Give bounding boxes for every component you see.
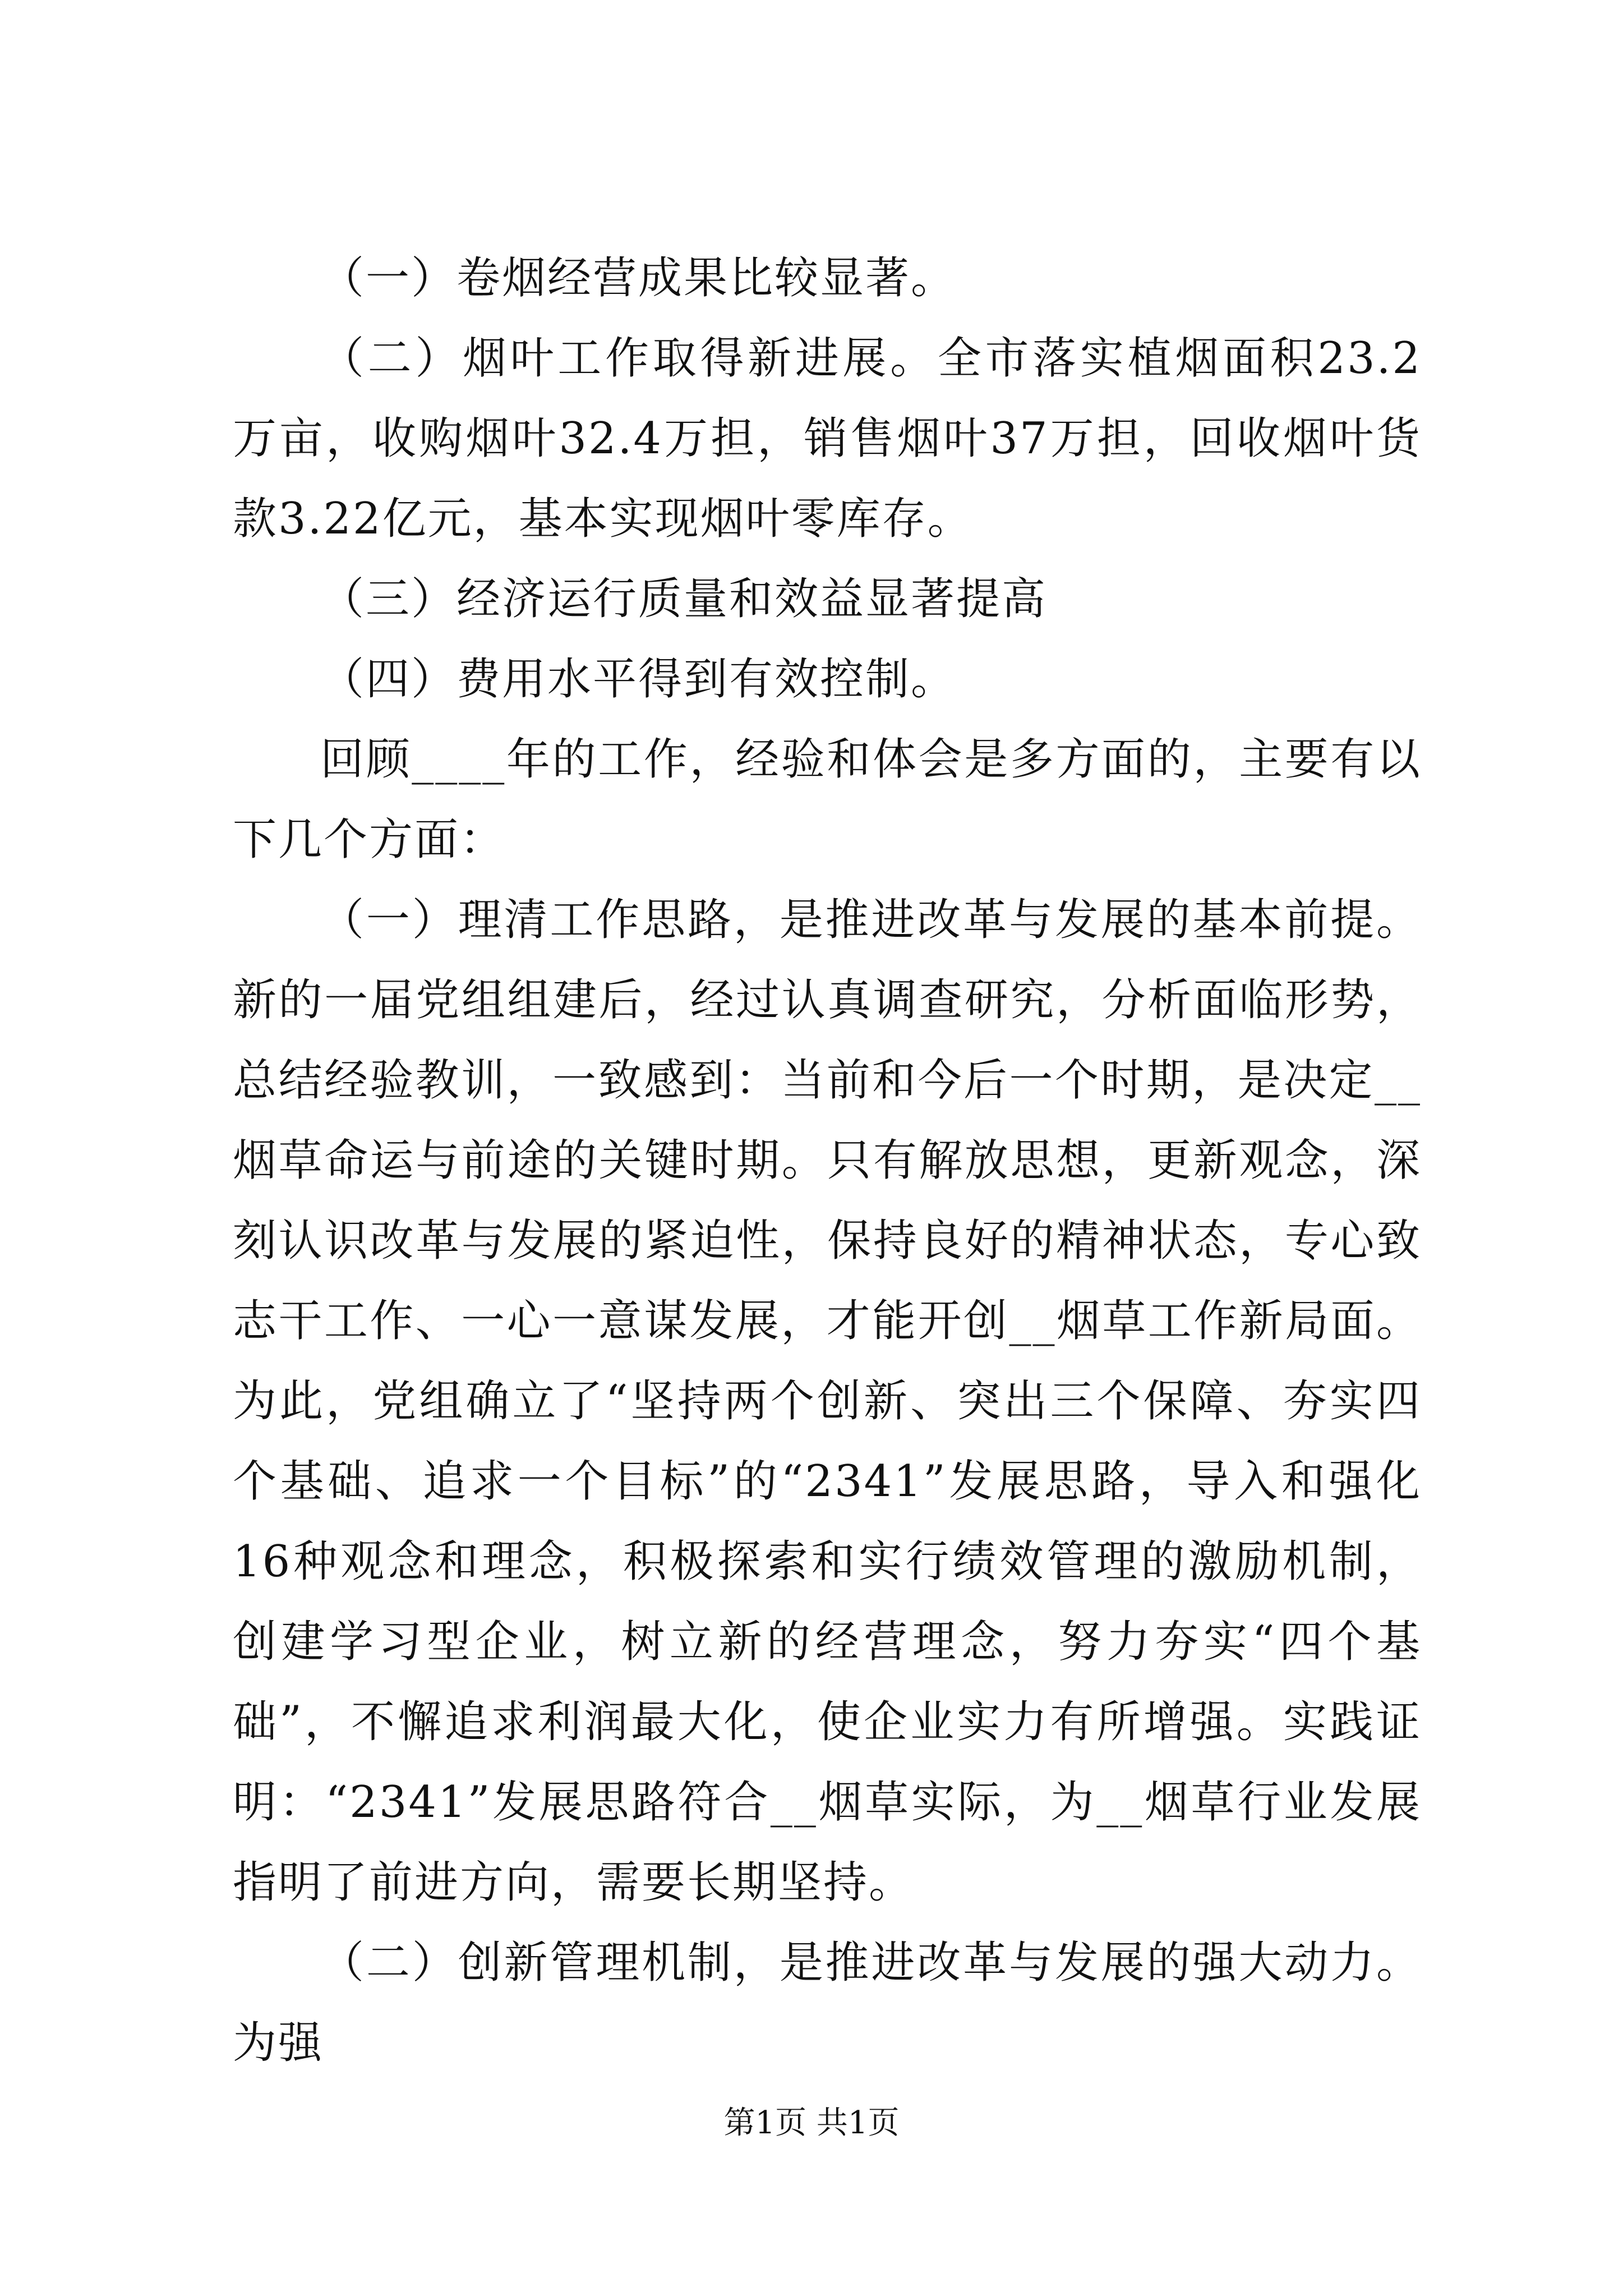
paragraph-5: 回顾____年的工作，经验和体会是多方面的，主要有以下几个方面： — [233, 734, 1422, 865]
page-footer: 第1页 共1页 — [723, 2105, 900, 2141]
paragraph-7: （二）创新管理机制，是推进改革与发展的强大动力。为强 — [233, 1938, 1422, 2068]
paragraph-2: （二）烟叶工作取得新进展。全市落实植烟面积23.2万亩，收购烟叶32.4万担，销售烟叶37万担，回收烟叶货款3.22亿元，基本实现烟叶零库存。 — [233, 333, 1422, 544]
paragraph-6: （一）理清工作思路，是推进改革与发展的基本前提。新的一届党组组建后，经过认真调查研究，分析面临形势，总结经验教训，一致感到：当前和今后一个时期，是决定__烟草命运与前途的关键时期。只有解放思想，更新观念，深刻认识改革与发展的紧迫性，保持良好的精神状态，专心致志干工作、一心一意谋发展，才能开创__烟草工作新局面。为此，党组确立了“坚持两个创新、突出三个保障、夯实四个基础、追求一个目标”的“2341”发展思路，导入和强化16种观念和理念，积极探索和实行绩效管理的激励机制，创建学习型企业，树立新的经营理念，努力夯实“四个基础”，不懈追求利润最大化，使企业实力有所增强。实践证明：“2341”发展思路符合__烟草实际，为__烟草行业发展指明了前进方向，需要长期坚持。 — [233, 895, 1422, 1908]
paragraph-4: （四）费用水平得到有效控制。 — [320, 654, 957, 705]
paragraph-1: （一）卷烟经营成果比较显著。 — [320, 253, 957, 303]
document-body — [233, 238, 1422, 2083]
paragraph-3: （三）经济运行质量和效益显著提高 — [320, 574, 1048, 624]
